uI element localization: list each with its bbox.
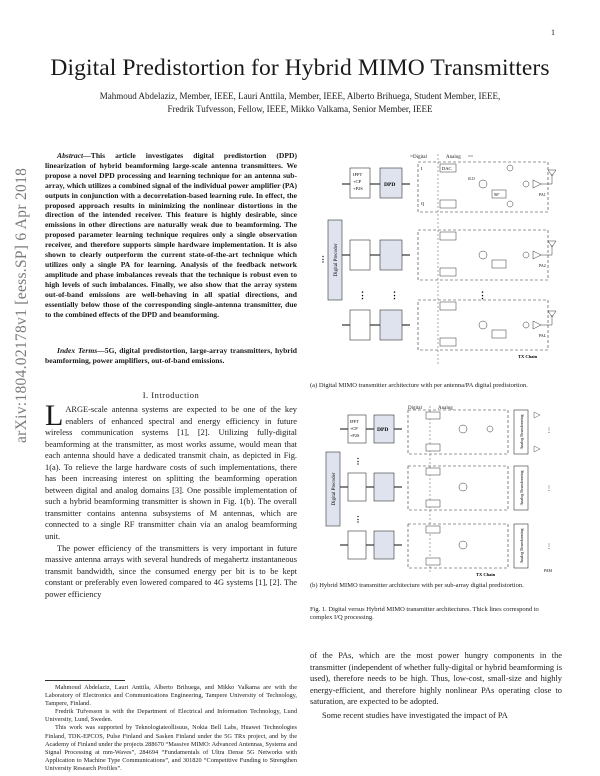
intro-paragraph-1-text: ARGE-scale antenna systems are expected to be one of the key enablers of enhanced spectral and energy efficiency in future wireless communication systems [1], [2]. Utilizing fully-digital beamforming at the transmitter, as most works assume, would mean that each antenna should have a dedicated transmit chain, as depicted in Fig. 1(a). To relieve the large hardware costs of such implementations, there has been increasing interest on splitting the beamforming operation between digital and analog domains [3]. One possible implementation of such a hybrid beamforming transmitter is shown in Fig. 1(b). The overall transmitter contains antenna subsystems of M antennas, which are connected to a single RF transmitter chain via an analog beamforming unit. [45,405,297,542]
svg-text:⋮: ⋮ [546,544,552,550]
right-paragraph-2: Some recent studies have investigated the impact of PA [322,710,508,720]
fig-a-p2s: +P2S [353,186,363,191]
fig-a-precoder-label: Digital Precoder [334,243,339,277]
fig-a-dac: DAC [442,166,452,171]
fig-a-pal: PAL [539,333,547,338]
fig-a-tx-chain: TX Chain [518,354,538,359]
paper-title: Digital Predistortion for Hybrid MIMO Transmitters [50,55,550,81]
fig-b-p2s: +P2S [350,433,360,438]
caption-a: (a) Digital MIMO transmitter architecture with per antenna/PA digital predistortion. [310,382,528,389]
fig-b-beamforming-1: Analog Beamforming [519,414,524,450]
footnote-rule [45,680,125,681]
author-line-2: Fredrik Tufvesson, Fellow, IEEE, Mikko Valkama, Senior Member, IEEE [167,104,433,114]
fig-a-pa1: PA1 [539,192,546,197]
abstract [45,151,297,319]
fig-b-dpd: DPD [377,427,389,433]
svg-text:⋮: ⋮ [478,290,487,300]
index-terms-label: Index Terms [57,346,98,355]
abstract-text: —This article investigates digital predistortion (DPD) linearization of hybrid beamforming large-scale antenna transmitters. We propose a novel DPD processing and learning technique for an antenna sub-array, which utilizes a combined signal of the individual power amplifier (PA) outputs in conjunction with a decorrelation-based learning rule. In effect, the proposed approach results in minimizing the nonlinear distortions in the direction of the intended receiver. This feature is highly desirable, since emissions in other directions are naturally weak due to beamforming. The proposed parameter learning technique requires only a single observation receiver, and therefore supports simple hardware implementation. It is also shown to clearly outperform the current state-of-the-art technique which utilizes only a single PA for learning. Analysis of the feedback network amplitude and phase imbalances reveals that the technique is robust even to high levels of such imbalances. Finally, we also show that the array system out-of-band emissions are well-behaving in all spatial directions, and essentially below those of the corresponding single-antenna transmitter, due to the combined effects of the DPD and beamforming. [45,151,297,319]
footnote-funding: This work was supported by Teknologiateollisuus, Nokia Bell Labs, Huawei Technologies Finland, TDK-EPCOS, Pulse Finland and Sasken Finland under the 5G TRx project, and by the Academy of Finland under the projects 288670 “Massive MIMO: Advanced Antennas, Systems and Signal Processing at mm-Waves”, 284694 “Fundamentals of Ultra Dense 5G Networks with Application to Machine Type Communications”, and 301820 “Competitive Funding to Strengthen University Research Profiles”. [45,724,298,772]
figure-caption: Fig. 1. Digital versus Hybrid MIMO transmitter architectures. Thick lines correspond to complex I/Q processing. [310,606,539,622]
footnote-lund: Fredrik Tufvesson is with the Department of Electrical and Information Technology, Lund University, Lund, Sweden. [45,708,297,724]
fig-a-chain-1 [342,162,556,212]
svg-text:⋮: ⋮ [390,290,399,300]
fig-b-beamforming-2: Analog Beamforming [519,470,524,506]
page-number: 1 [551,28,555,37]
fig-b-pam: PAM [544,569,552,573]
fig-b-beamforming-3: Analog Beamforming [519,528,524,564]
caption-b: (b) Hybrid MIMO transmitter architecture with per sub-array digital predistortion. [310,582,524,589]
intro-paragraph-2: The power efficiency of the transmitters is very important in future massive antenna arrays with several hundreds of megahertz instantaneous transmit bandwidth, since the consumed energy per bit is to be kept constant or preferably even lowered compared to 4G systems [1], [2]. The power efficiency [45,543,297,599]
index-terms [45,346,297,366]
drop-cap: L [45,399,64,432]
fig-b-precoder-label: Digital Precoder [332,472,337,506]
index-terms-text: —5G, digital predistortion, large-array transmitters, hybrid beamforming, power amplifiers, out-of-band emissions. [45,346,297,365]
fig-a-analog-label: Analog [446,155,461,160]
fig-b-tx-chain: TX Chain [476,572,496,577]
svg-text:⋮: ⋮ [319,255,327,264]
fig-b-digital-label: Digital [408,406,422,411]
figure-1a-diagram [318,150,562,372]
intro-body [45,399,297,600]
footnote-affiliation: Mahmoud Abdelaziz, Lauri Anttila, Alberto Brihuega, and Mikko Valkama are with the Laboratory of Electronics and Communications Engineering, Tampere University of Technology, Tampere, Finland. [45,684,297,708]
right-paragraph-1: of the PAs, which are the most power hungry components in the transmitter (independent of whether fully-digital or hybrid beamforming is used), therefore needs to be high. Thus, low-cost, small-size and highly energy-efficient, and therefore highly nonlinear PAs operating close to saturation, are expected to be adopted. [310,651,562,707]
footnotes [45,684,297,773]
svg-text:⋮: ⋮ [546,486,552,492]
fig-a-ifft: IFFT [353,172,363,177]
fig-b-cp: +CP [350,426,358,431]
right-column-body [310,650,562,721]
fig-a-dpd: DPD [384,182,396,188]
fig-b-ifft: IFFT [350,419,359,424]
fig-a-digital-label: Digital [413,155,427,160]
arxiv-identifier: arXiv:1804.02178v1 [eess.SP] 6 Apr 2018 [13,167,30,443]
fig-a-90: 90° [494,192,500,197]
fig-a-chain-2 [342,230,556,280]
fig-a-pa2: PA2 [539,263,546,268]
fig-a-i: I [421,166,423,171]
fig-a-flo: fLO [468,176,475,181]
fig-b-chain-2 [340,466,552,510]
fig-b-chain-3 [340,524,553,577]
section-heading: I. Introduction [142,390,200,400]
svg-text:⋮: ⋮ [546,428,552,434]
intro-paragraph-1 [45,399,297,543]
svg-text:⋮: ⋮ [358,290,367,300]
fig-b-analog-label: Analog [438,406,453,411]
author-list [40,90,560,116]
fig-a-q: Q [421,201,425,206]
fig-a-chain-l [342,300,556,359]
svg-text:⋮: ⋮ [354,457,362,466]
author-line-1: Mahmoud Abdelaziz, Member, IEEE, Lauri Anttila, Member, IEEE, Alberto Brihuega, Student Member, IEEE, [99,91,501,101]
svg-text:⋮: ⋮ [354,515,362,524]
figure-1b-diagram [318,402,562,578]
abstract-label: Abstract [57,151,84,160]
fig-b-chain-1 [340,410,552,454]
fig-a-cp: +CP [353,179,362,184]
